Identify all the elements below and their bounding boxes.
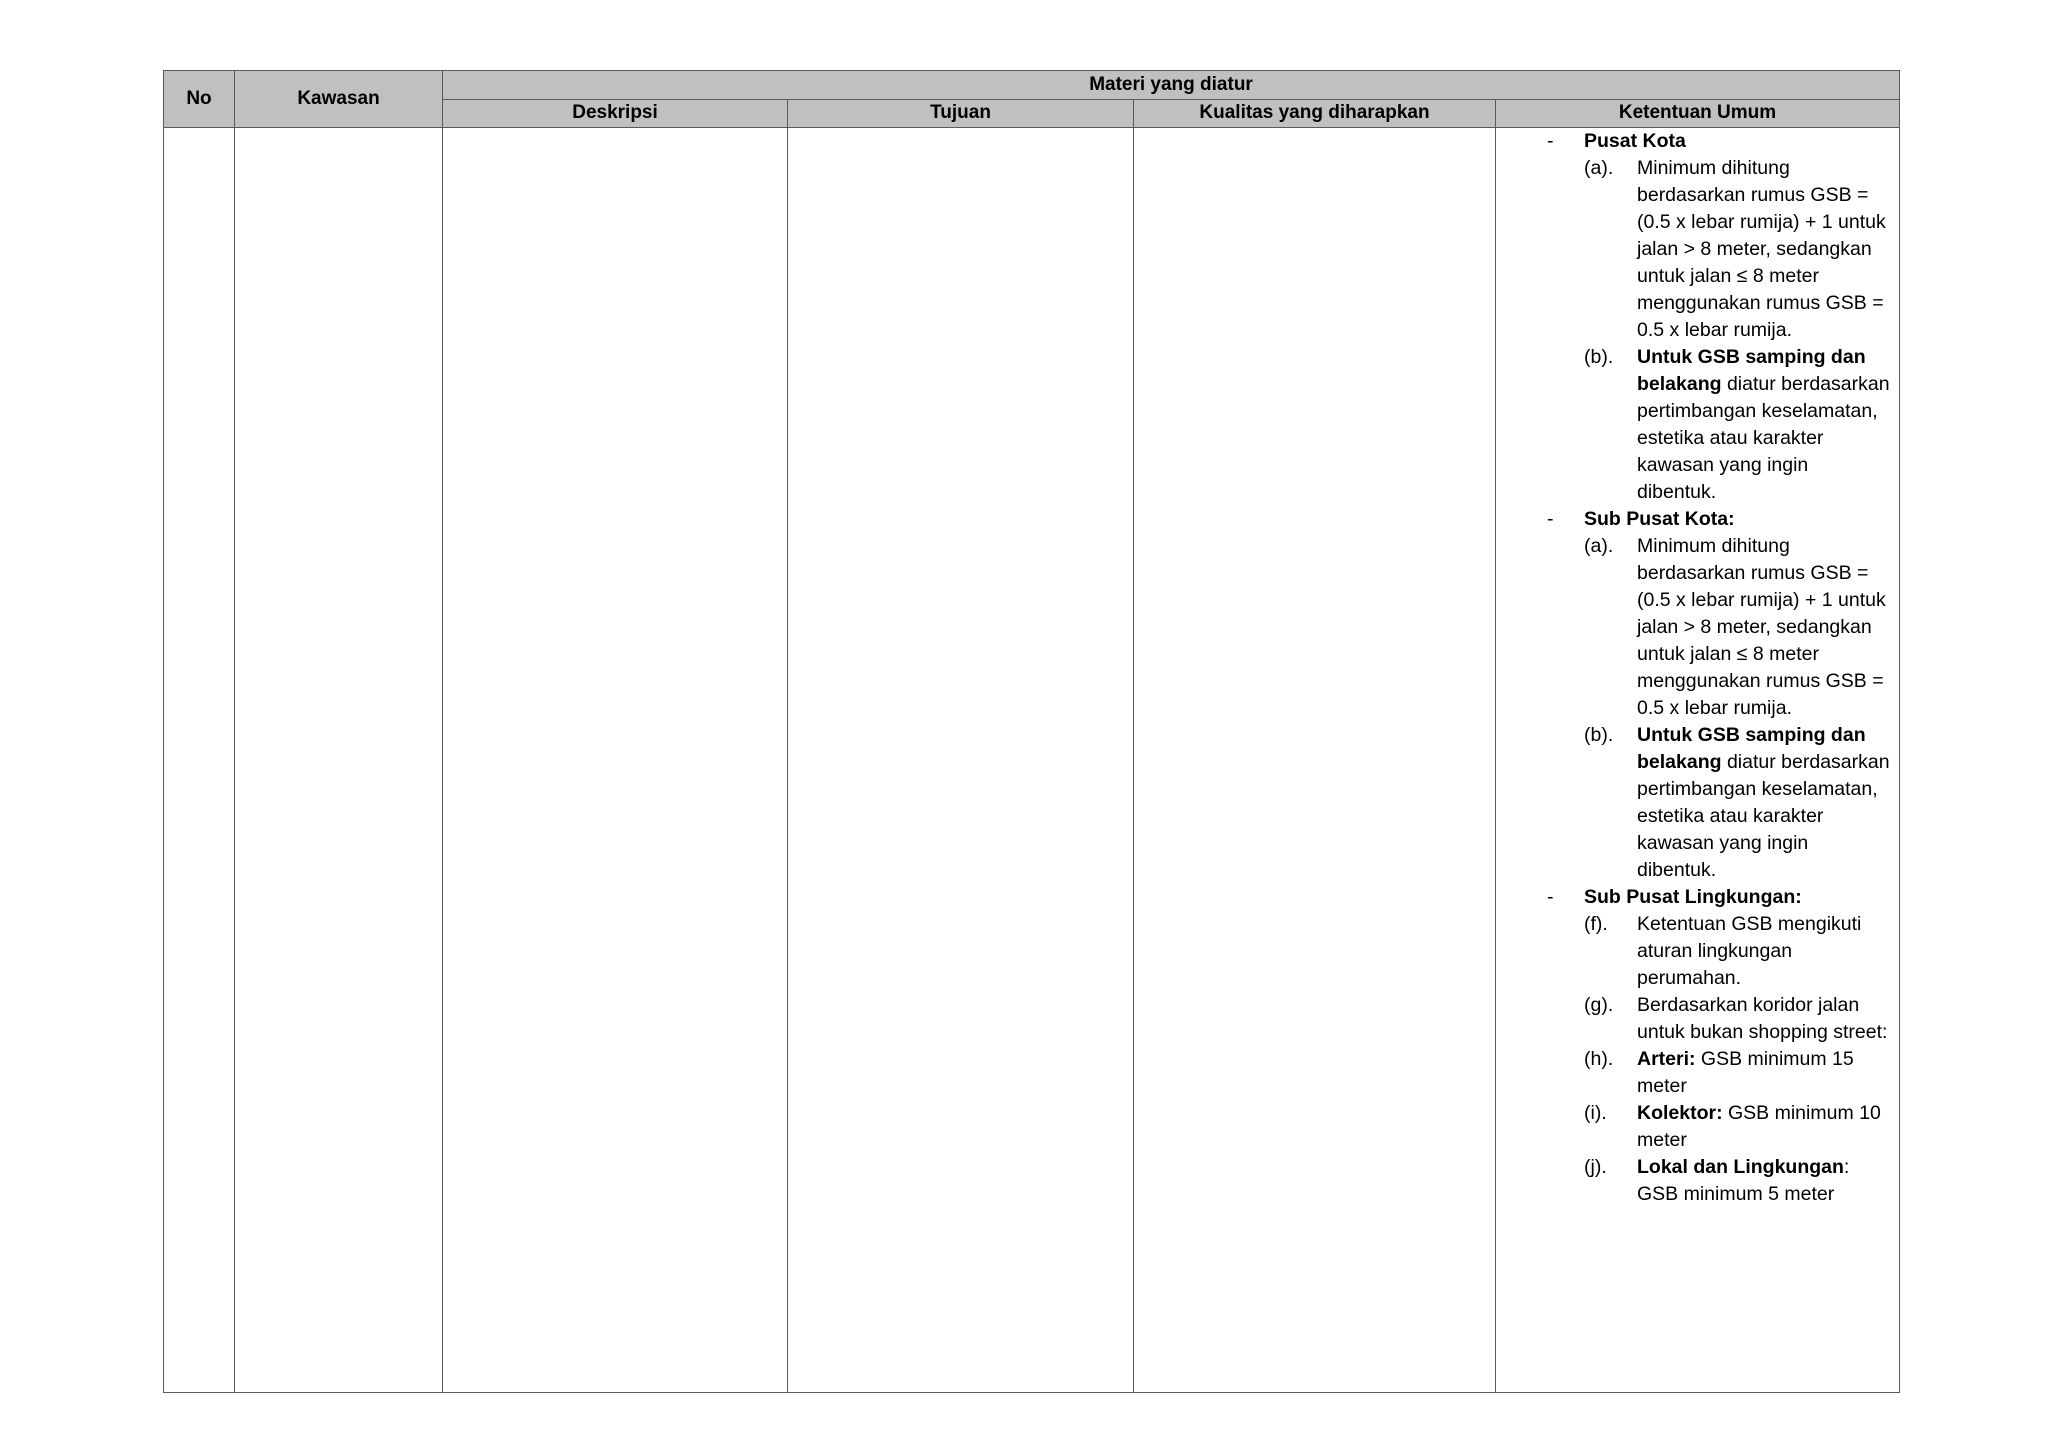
dash-marker: - (1547, 130, 1554, 152)
item-text: : GSB minimum 5 meter (1637, 1156, 1850, 1205)
header-kawasan: Kawasan (235, 71, 443, 128)
item-text: diatur berdasarkan pertimbangan keselamatan, estetika atau karakter kawasan yang ingin dibentuk. (1637, 373, 1890, 503)
header-no: No (164, 71, 235, 128)
list-item (1552, 911, 1899, 992)
header-ketentuan: Ketentuan Umum (1496, 99, 1900, 128)
list-item (1552, 533, 1899, 722)
item-label: (f). (1584, 913, 1608, 935)
sub-list (1552, 911, 1899, 1208)
sub-list (1552, 155, 1899, 506)
cell-kualitas (1134, 128, 1496, 1393)
table-row (164, 128, 1900, 1393)
item-text: diatur berdasarkan pertimbangan keselamatan, estetika atau karakter kawasan yang ingin dibentuk. (1637, 751, 1890, 881)
item-bold-text: Lokal dan Lingkungan (1637, 1156, 1844, 1178)
cell-tujuan (788, 128, 1134, 1393)
ketentuan-group (1547, 884, 1899, 1208)
item-bold-text: Untuk GSB samping dan belakang (1637, 346, 1866, 395)
list-item (1552, 1046, 1899, 1100)
dash-marker: - (1547, 886, 1554, 908)
item-label: (b). (1584, 346, 1614, 368)
item-bold-text: Untuk GSB samping dan belakang (1637, 724, 1866, 773)
sub-list (1552, 533, 1899, 884)
ketentuan-group (1547, 128, 1899, 506)
dash-marker: - (1547, 508, 1554, 530)
ketentuan-group (1547, 506, 1899, 884)
item-text: Berdasarkan koridor jalan untuk bukan shopping street: (1637, 994, 1888, 1043)
cell-deskripsi (443, 128, 788, 1393)
header-tujuan: Tujuan (788, 99, 1134, 128)
cell-ketentuan (1496, 128, 1900, 1393)
header-materi: Materi yang diatur (443, 71, 1900, 100)
item-text: Ketentuan GSB mengikuti aturan lingkungan perumahan. (1637, 913, 1862, 989)
item-label: (a). (1584, 157, 1614, 179)
item-text: GSB minimum 15 meter (1637, 1048, 1854, 1097)
group-title: Sub Pusat Lingkungan: (1584, 886, 1802, 908)
item-label: (i). (1584, 1102, 1607, 1124)
item-label: (g). (1584, 994, 1614, 1016)
item-label: (b). (1584, 724, 1614, 746)
item-bold-text: Kolektor: (1637, 1102, 1723, 1124)
header-kualitas: Kualitas yang diharapkan (1134, 99, 1496, 128)
cell-kawasan (235, 128, 443, 1393)
item-text: GSB minimum 10 meter (1637, 1102, 1881, 1151)
item-label: (h). (1584, 1048, 1614, 1070)
group-title: Pusat Kota (1584, 130, 1686, 152)
ketentuan-list (1496, 128, 1899, 1208)
group-title: Sub Pusat Kota: (1584, 508, 1735, 530)
item-label: (a). (1584, 535, 1614, 557)
item-text: Minimum dihitung berdasarkan rumus GSB = (0.5 x lebar rumija) + 1 untuk jalan > 8 meter, sedangkan untuk jalan ≤ 8 meter menggunakan rumus GSB = 0.5 x lebar rumija. (1637, 157, 1886, 341)
list-item (1552, 155, 1899, 344)
header-deskripsi: Deskripsi (443, 99, 788, 128)
list-item (1552, 992, 1899, 1046)
list-item (1552, 722, 1899, 884)
item-text: Minimum dihitung berdasarkan rumus GSB = (0.5 x lebar rumija) + 1 untuk jalan > 8 meter, sedangkan untuk jalan ≤ 8 meter menggunakan rumus GSB = 0.5 x lebar rumija. (1637, 535, 1886, 719)
item-label: (j). (1584, 1156, 1607, 1178)
item-bold-text: Arteri: (1637, 1048, 1696, 1070)
list-item (1552, 1154, 1899, 1208)
cell-no (164, 128, 235, 1393)
list-item (1552, 344, 1899, 506)
regulation-table (163, 70, 1900, 1393)
list-item (1552, 1100, 1899, 1154)
